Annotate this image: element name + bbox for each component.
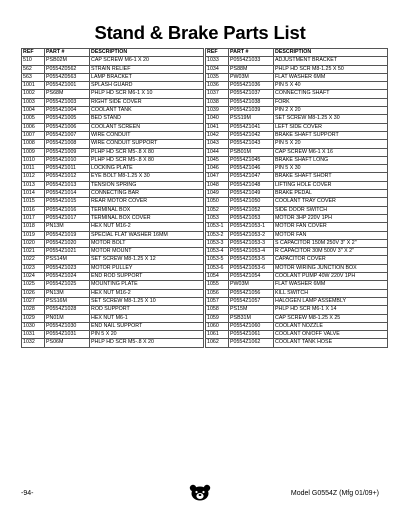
ref-cell: 1025 [22,281,45,289]
description-cell: MOTOR FAN COVER [274,223,388,231]
table-row [22,73,204,81]
description-cell: WIRE CONDUIT [90,131,204,139]
part-number-cell: PSS16M [45,297,90,305]
table-row [22,314,204,322]
table-row [22,297,204,305]
ref-cell: 1057 [206,297,229,305]
description-cell: RIGHT SIDE COVER [90,98,204,106]
ref-cell: 1006 [22,123,45,131]
part-number-cell: P0554Z1050 [229,198,274,206]
part-number-cell: P0554Z1010 [45,156,90,164]
ref-cell: 1053-5 [206,256,229,264]
description-cell: FORK [274,98,388,106]
ref-cell: 1029 [22,314,45,322]
ref-cell: 1045 [206,156,229,164]
table-row [206,57,388,65]
table-row [206,256,388,264]
part-number-cell: P0554Z1001 [45,82,90,90]
ref-cell: 1012 [22,173,45,181]
description-cell: HEX NUT M6-1 [90,314,204,322]
description-cell: SIDE DOOR SWITCH [274,206,388,214]
part-number-cell: P0554Z1025 [45,281,90,289]
part-number-cell: P0554Z1006 [45,123,90,131]
ref-cell: 1046 [206,165,229,173]
parts-table-left [21,48,204,348]
table-row [22,273,204,281]
part-number-cell: P0554Z1056 [229,289,274,297]
ref-cell: 1009 [22,148,45,156]
table-row [206,123,388,131]
table-row [22,214,204,222]
ref-cell: 1008 [22,140,45,148]
description-cell: CONNECTING BAR [90,190,204,198]
part-number-cell: PS15M [229,306,274,314]
part-number-cell: P0554Z1053-3 [229,239,274,247]
part-number-cell: P0554Z1053-6 [229,264,274,272]
ref-cell: 1048 [206,181,229,189]
table-row [22,264,204,272]
bear-logo-icon [189,484,211,501]
ref-cell: 1039 [206,107,229,115]
description-cell: EYE BOLT M8-1.25 X 30 [90,173,204,181]
table-row [206,73,388,81]
table-row [206,322,388,330]
ref-cell: 1004 [22,107,45,115]
description-cell: TERMINAL BOX [90,206,204,214]
ref-cell: 1014 [22,190,45,198]
description-cell: COOLANT TANK HOSE [274,339,388,347]
description-cell: SPECIAL FLAT WASHER 16MM [90,231,204,239]
table-row [22,256,204,264]
page-number: -94- [21,490,34,497]
table-row [206,65,388,73]
description-cell: CAPACITOR COVER [274,256,388,264]
table-row [22,156,204,164]
table-row [22,65,204,73]
part-number-cell: P0554Z1028 [45,306,90,314]
table-row [22,57,204,65]
table-row [22,239,204,247]
part-number-cell: P0554Z1009 [45,148,90,156]
table-row [206,339,388,347]
part-number-cell: P0554Z0562 [45,65,90,73]
description-cell: WIRE CONDUIT SUPPORT [90,140,204,148]
description-cell: END ROD SUPPORT [90,273,204,281]
ref-cell: 1022 [22,256,45,264]
part-number-cell: P0554Z1008 [45,140,90,148]
description-cell: BED STAND [90,115,204,123]
description-cell: COOLANT SCREEN [90,123,204,131]
part-number-cell: P0554Z1053-4 [229,248,274,256]
description-cell: HEX NUT M16-2 [90,289,204,297]
ref-cell: 563 [22,73,45,81]
table-row [22,107,204,115]
description-cell: CONNECTING SHAFT [274,90,388,98]
part-number-cell: P0554Z1012 [45,173,90,181]
ref-header: REF [22,49,45,57]
table-row [206,231,388,239]
table-row [206,140,388,148]
part-number-cell: PN13M [45,223,90,231]
description-cell: MOUNTING PLATE [90,281,204,289]
table-row [22,90,204,98]
parts-table-right [205,48,388,348]
ref-cell: 1049 [206,190,229,198]
description-cell: MOTOR WIRING JUNCTION BOX [274,264,388,272]
part-number-cell: P0554Z1048 [229,181,274,189]
description-cell: LIFTING HOLE COVER [274,181,388,189]
part-number-cell: P0554Z1043 [229,140,274,148]
part-number-cell: P0554Z1039 [229,107,274,115]
description-cell: MOTOR FAN [274,231,388,239]
description-cell: PIN 5 X 20 [274,140,388,148]
description-cell: PIN 5 X 40 [274,82,388,90]
ref-cell: 1043 [206,140,229,148]
description-cell: SET SCREW M8-1.25 X 10 [90,297,204,305]
part-number-cell: PN01M [45,314,90,322]
part-number-cell: P0554Z1053-2 [229,231,274,239]
ref-cell: 1033 [206,57,229,65]
description-cell: SPLASH GUARD [90,82,204,90]
part-number-cell: PS88M [229,65,274,73]
table-row [206,264,388,272]
description-cell: PHLP HD SCR M6-1 X 10 [90,90,204,98]
table-row [206,190,388,198]
table-row [206,248,388,256]
part-number-cell: P0554Z1033 [229,57,274,65]
table-row [206,115,388,123]
table-row [22,206,204,214]
description-cell: REAR MOTOR COVER [90,198,204,206]
description-cell: FLAT WASHER 6MM [274,73,388,81]
description-cell: CAP SCREW M8-1.25 X 25 [274,314,388,322]
ref-cell: 1053-3 [206,239,229,247]
ref-cell: 1020 [22,239,45,247]
ref-cell: 1053-2 [206,231,229,239]
ref-cell: 1053 [206,214,229,222]
table-row [206,148,388,156]
ref-cell: 1053-4 [206,248,229,256]
description-cell: PHLP HD SCR M5-.8 X 20 [90,339,204,347]
part-number-cell: P0554Z1020 [45,239,90,247]
part-number-cell: PW03M [229,73,274,81]
description-cell: HALOGEN LAMP ASSEMBLY [274,297,388,305]
ref-cell: 1003 [22,98,45,106]
part-number-cell: P0554Z1060 [229,322,274,330]
part-number-cell: P0554Z1054 [229,273,274,281]
table-row [206,206,388,214]
description-cell: LOCKING PLATE [90,165,204,173]
ref-cell: 1047 [206,173,229,181]
table-row [22,339,204,347]
ref-cell: 1019 [22,231,45,239]
table-row [206,239,388,247]
table-row [206,173,388,181]
part-number-cell: P0554Z1007 [45,131,90,139]
table-row [22,190,204,198]
description-cell: TENSION SPRING [90,181,204,189]
ref-cell: 1007 [22,131,45,139]
part-number-cell: P0554Z1031 [45,331,90,339]
description-cell: CAP SCREW M6-1 X 20 [90,57,204,65]
table-row [206,289,388,297]
description-cell: PLHP HD SCR M5-.8 X 80 [90,148,204,156]
description-cell: ADJUSTMENT BRACKET [274,57,388,65]
description-cell: SET SCREW M8-1.25 X 12 [90,256,204,264]
table-row [22,181,204,189]
table-row [206,273,388,281]
part-number-cell: P0554Z1021 [45,248,90,256]
table-row [22,322,204,330]
table-row [22,115,204,123]
table-row [206,82,388,90]
description-cell: S CAPACITOR 150M 250V 3" X 2" [274,239,388,247]
table-row [206,281,388,289]
part-number-cell: P0554Z1017 [45,214,90,222]
ref-cell: 1021 [22,248,45,256]
table-row [206,90,388,98]
table-row [206,331,388,339]
ref-cell: 1060 [206,322,229,330]
part-number-cell: P0554Z1052 [229,206,274,214]
description-cell: ROD SUPPORT [90,306,204,314]
ref-cell: 1011 [22,165,45,173]
part-number-cell: P0554Z1053 [229,214,274,222]
part-number-cell: P0554Z1041 [229,123,274,131]
ref-cell: 1055 [206,281,229,289]
description-cell: STRAIN RELIEF [90,65,204,73]
ref-cell: 1015 [22,198,45,206]
ref-cell: 1002 [22,90,45,98]
part-number-cell: PSS14M [45,256,90,264]
ref-cell: 1017 [22,214,45,222]
part-number-cell: P0554Z1016 [45,206,90,214]
table-row [206,214,388,222]
description-cell: LEFT SIDE COVER [274,123,388,131]
part-number-cell: P0554Z1053-1 [229,223,274,231]
part-number-cell: P0554Z1019 [45,231,90,239]
description-header: DESCRIPTION [90,49,204,57]
table-row [22,98,204,106]
part-number-cell: P0554Z0563 [45,73,90,81]
description-cell: PIN 2 X 20 [274,107,388,115]
description-cell: FLAT WASHER 6MM [274,281,388,289]
description-cell: MOTOR BOLT [90,239,204,247]
description-cell: TERMINAL BOX COVER [90,214,204,222]
ref-header: REF [206,49,229,57]
ref-cell: 1035 [206,73,229,81]
ref-cell: 1024 [22,273,45,281]
part-number-cell: P0554Z1037 [229,90,274,98]
table-row [206,181,388,189]
part-number-cell: P0554Z1036 [229,82,274,90]
table-row [206,98,388,106]
ref-cell: 1023 [22,264,45,272]
table-row [22,331,204,339]
table-row [22,306,204,314]
ref-cell: 1001 [22,82,45,90]
ref-cell: 1042 [206,131,229,139]
description-cell: BRAKE PEDAL [274,190,388,198]
ref-cell: 1032 [22,339,45,347]
description-cell: PIN 5 X 20 [90,331,204,339]
table-row [22,289,204,297]
ref-cell: 1056 [206,289,229,297]
ref-cell: 1053-1 [206,223,229,231]
ref-cell: 1016 [22,206,45,214]
part-number-header: PART # [229,49,274,57]
description-cell: COOLANT TANK [90,107,204,115]
description-cell: COOLANT PUMP 40W 220V 1PH [274,273,388,281]
description-cell: PHLP HD SCR M8-1.25 X 50 [274,65,388,73]
ref-cell: 1041 [206,123,229,131]
description-cell: PLHP HD SCR M5-.8 X 80 [90,156,204,164]
part-number-header: PART # [45,49,90,57]
table-row [206,107,388,115]
ref-cell: 1054 [206,273,229,281]
ref-cell: 1036 [206,82,229,90]
part-number-cell: P0554Z1042 [229,131,274,139]
part-number-cell: P0554Z1013 [45,181,90,189]
description-cell: MOTOR MOUNT [90,248,204,256]
part-number-cell: P0554Z1049 [229,190,274,198]
part-number-cell: P0554Z1062 [229,339,274,347]
table-row [22,165,204,173]
ref-cell: 1026 [22,289,45,297]
table-row [22,148,204,156]
ref-cell: 1028 [22,306,45,314]
part-number-cell: P0554Z1003 [45,98,90,106]
ref-cell: 1013 [22,181,45,189]
part-number-cell: P0554Z1038 [229,98,274,106]
ref-cell: 1053-6 [206,264,229,272]
description-cell: COOLANT TRAY COVER [274,198,388,206]
table-row [206,131,388,139]
description-cell: BRAKE SHAFT LONG [274,156,388,164]
part-number-cell: P0554Z1011 [45,165,90,173]
ref-cell: 1040 [206,115,229,123]
page-title: Stand & Brake Parts List [94,22,306,43]
table-row [206,198,388,206]
part-number-cell: P0554Z1004 [45,107,90,115]
ref-cell: 1031 [22,331,45,339]
ref-cell: 1058 [206,306,229,314]
table-row [22,223,204,231]
ref-cell: 1018 [22,223,45,231]
part-number-cell: P0554Z1005 [45,115,90,123]
ref-cell: 1044 [206,148,229,156]
part-number-cell: P0554Z1061 [229,331,274,339]
description-cell: PHLP HD SCR M6-1 X 14 [274,306,388,314]
ref-cell: 1030 [22,322,45,330]
description-header: DESCRIPTION [274,49,388,57]
table-row [22,281,204,289]
description-cell: MOTOR PULLEY [90,264,204,272]
table-row [206,314,388,322]
part-number-cell: PW03M [229,281,274,289]
description-cell: COOLANT NOZZLE [274,322,388,330]
part-number-cell: P0554Z1047 [229,173,274,181]
ref-cell: 1050 [206,198,229,206]
description-cell: CAP SCREW M6-1 X 16 [274,148,388,156]
part-number-cell: PSB02M [45,57,90,65]
part-number-cell: P0554Z1057 [229,297,274,305]
part-number-cell: PSB01M [229,148,274,156]
ref-cell: 562 [22,65,45,73]
part-number-cell: P0554Z1053-5 [229,256,274,264]
part-number-cell: P0554Z1015 [45,198,90,206]
table-row [22,198,204,206]
part-number-cell: P0554Z1023 [45,264,90,272]
table-row [206,223,388,231]
table-header-row [206,49,388,57]
table-row [206,156,388,164]
part-number-cell: PN13M [45,289,90,297]
ref-cell: 510 [22,57,45,65]
ref-cell: 1027 [22,297,45,305]
description-cell: END NAIL SUPPORT [90,322,204,330]
ref-cell: 1005 [22,115,45,123]
description-cell: KILL SWITCH [274,289,388,297]
ref-cell: 1062 [206,339,229,347]
part-number-cell: P0554Z1014 [45,190,90,198]
description-cell: BRAKE SHAFT SUPPORT [274,131,388,139]
table-row [22,248,204,256]
table-row [22,173,204,181]
table-row [206,306,388,314]
table-row [22,131,204,139]
part-number-cell: P0554Z1046 [229,165,274,173]
table-row [22,123,204,131]
ref-cell: 1037 [206,90,229,98]
ref-cell: 1034 [206,65,229,73]
part-number-cell: P0554Z1024 [45,273,90,281]
ref-cell: 1059 [206,314,229,322]
description-cell: MOTOR 3HP 220V 1PH [274,214,388,222]
part-number-cell: PS68M [45,90,90,98]
table-row [206,297,388,305]
part-number-cell: PS06M [45,339,90,347]
model-label: Model G0554Z (Mfg 01/09+) [290,490,379,497]
description-cell: COOLANT ON/OFF VALVE [274,331,388,339]
ref-cell: 1010 [22,156,45,164]
part-number-cell: PSS19M [229,115,274,123]
description-cell: BRAKE SHAFT SHORT [274,173,388,181]
part-number-cell: P0554Z1045 [229,156,274,164]
description-cell: SET SCREW M8-1.25 X 30 [274,115,388,123]
description-cell: R CAPACITOR 30M 500V 3" X 2" [274,248,388,256]
part-number-cell: P0554Z1030 [45,322,90,330]
part-number-cell: PSB31M [229,314,274,322]
table-row [22,140,204,148]
ref-cell: 1061 [206,331,229,339]
table-header-row [22,49,204,57]
table-row [206,165,388,173]
ref-cell: 1038 [206,98,229,106]
description-cell: PIN 5 X 30 [274,165,388,173]
table-row [22,82,204,90]
description-cell: LAMP BRACKET [90,73,204,81]
description-cell: HEX NUT M16-2 [90,223,204,231]
table-row [22,231,204,239]
ref-cell: 1052 [206,206,229,214]
